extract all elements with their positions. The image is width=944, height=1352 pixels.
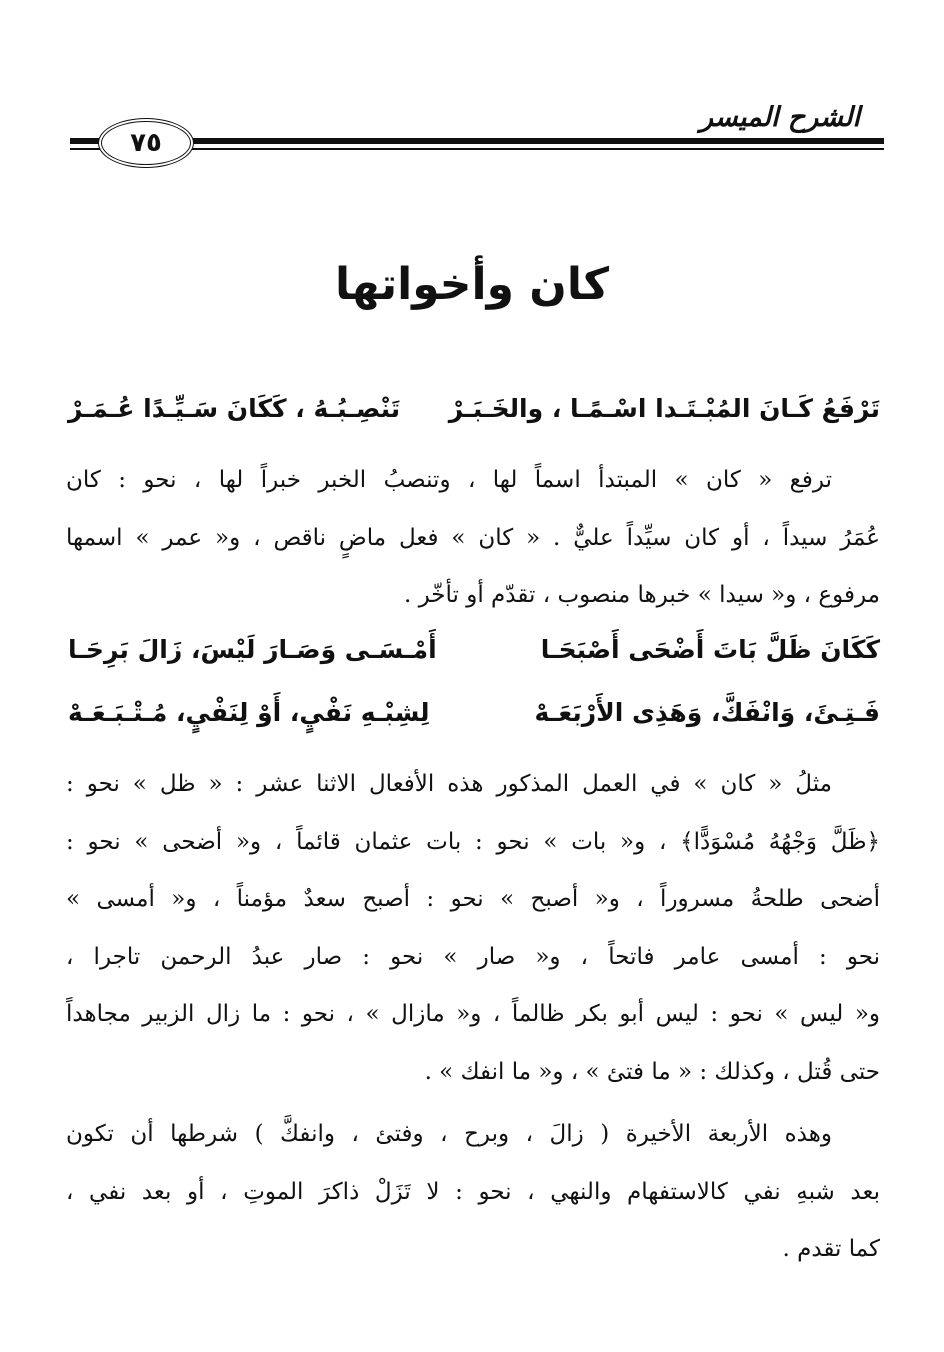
paragraph-1 — [66, 452, 880, 625]
paragraph-2-line-1: مثلُ « كان » في العمل المذكور هذه الأفعال الاثنا عشر : « ظل » نحو : — [66, 771, 832, 797]
page-number: ٧٥ — [130, 128, 162, 158]
paragraph-3-line-1: وهذه الأربعة الأخيرة ( زالَ ، وبرح ، وفتئ ، وانفكَّ ) شرطها أن تكون — [66, 1121, 832, 1147]
verse-line-2 — [68, 627, 880, 671]
verse-2-left-hemistich: أَمْـسَـى وَصَـارَ لَيْسَ، زَالَ بَرِحَـا — [68, 634, 437, 664]
paragraph-3-line-3: كما تقدم . — [782, 1236, 880, 1262]
verse-3-left-hemistich: لِشِبْـهِ نَفْيٍ، أَوْ لِنَفْيٍ، مُـتْـبَـعَـهْ — [68, 697, 430, 727]
paragraph-2 — [66, 756, 880, 1101]
verse-line-3 — [68, 690, 880, 734]
paragraph-2-line-2: ﴿ظَلَّ وَجْهُهُ مُسْوَدًّا﴾ ، و« بات » نحو : بات عثمان قائماً ، و« أضحى » نحو : — [66, 828, 880, 855]
paragraph-3 — [66, 1106, 880, 1279]
paragraph-2-line-5: و« ليس » نحو : ليس أبو بكر ظالماً ، و« مازال » ، نحو : ما زال الزبير مجاهداً — [66, 1001, 880, 1027]
page-number-badge — [98, 118, 194, 168]
chapter-title: كان وأخواتها — [335, 259, 609, 310]
paragraph-2-line-6: حتى قُتل ، وكذلك : « ما فتئ » ، و« ما انفك » . — [424, 1058, 880, 1085]
paragraph-1-line-3: مرفوع ، و« سيدا » خبرها منصوب ، تقدّم أو تأخّر . — [403, 582, 880, 608]
running-title: الشرح الميسر — [699, 102, 860, 133]
paragraph-3-line-2: بعد شبهِ نفي كالاستفهام والنهي ، نحو : لا تَزَلْ ذاكرَ الموتِ ، أو بعد نفي ، — [66, 1178, 880, 1205]
verse-2-right-hemistich: كَكَانَ ظَلَّ بَاتَ أَضْحَى أَصْبَحَـا — [540, 634, 880, 664]
verse-1-right-hemistich: تَرْفَعُ كَـانَ المُبْـتَـدا اسْـمًـا ، والخَـبَـرْ — [448, 393, 880, 423]
verse-1-left-hemistich: تَنْصِـبُـهُ ، كَكَانَ سَـيِّـدًا عُـمَـرْ — [68, 393, 401, 423]
paragraph-2-line-4: نحو : أمسى عامر فاتحاً ، و« صار » نحو : صار عبدُ الرحمن تاجرا ، — [66, 943, 880, 970]
paragraph-2-line-3: أضحى طلحةُ مسروراً ، و« أصبح » نحو : أصبح سعدٌ مؤمناً ، و« أمسى » — [66, 886, 880, 912]
paragraph-1-line-1: ترفع « كان » المبتدأ اسماً لها ، وتنصبُ الخبر خبراً لها ، نحو : كان — [66, 467, 832, 493]
verse-3-right-hemistich: فَـتِـئَ، وَانْفَكَّ، وَهَذِى الأَرْبَعَـهْ — [534, 697, 880, 727]
verse-line-1 — [68, 386, 880, 430]
paragraph-1-line-2: عُمَرُ سيداً ، أو كان سيِّداً عليٌّ . « كان » فعل ماضٍ ناقص ، و« عمر » اسمها — [66, 524, 880, 551]
